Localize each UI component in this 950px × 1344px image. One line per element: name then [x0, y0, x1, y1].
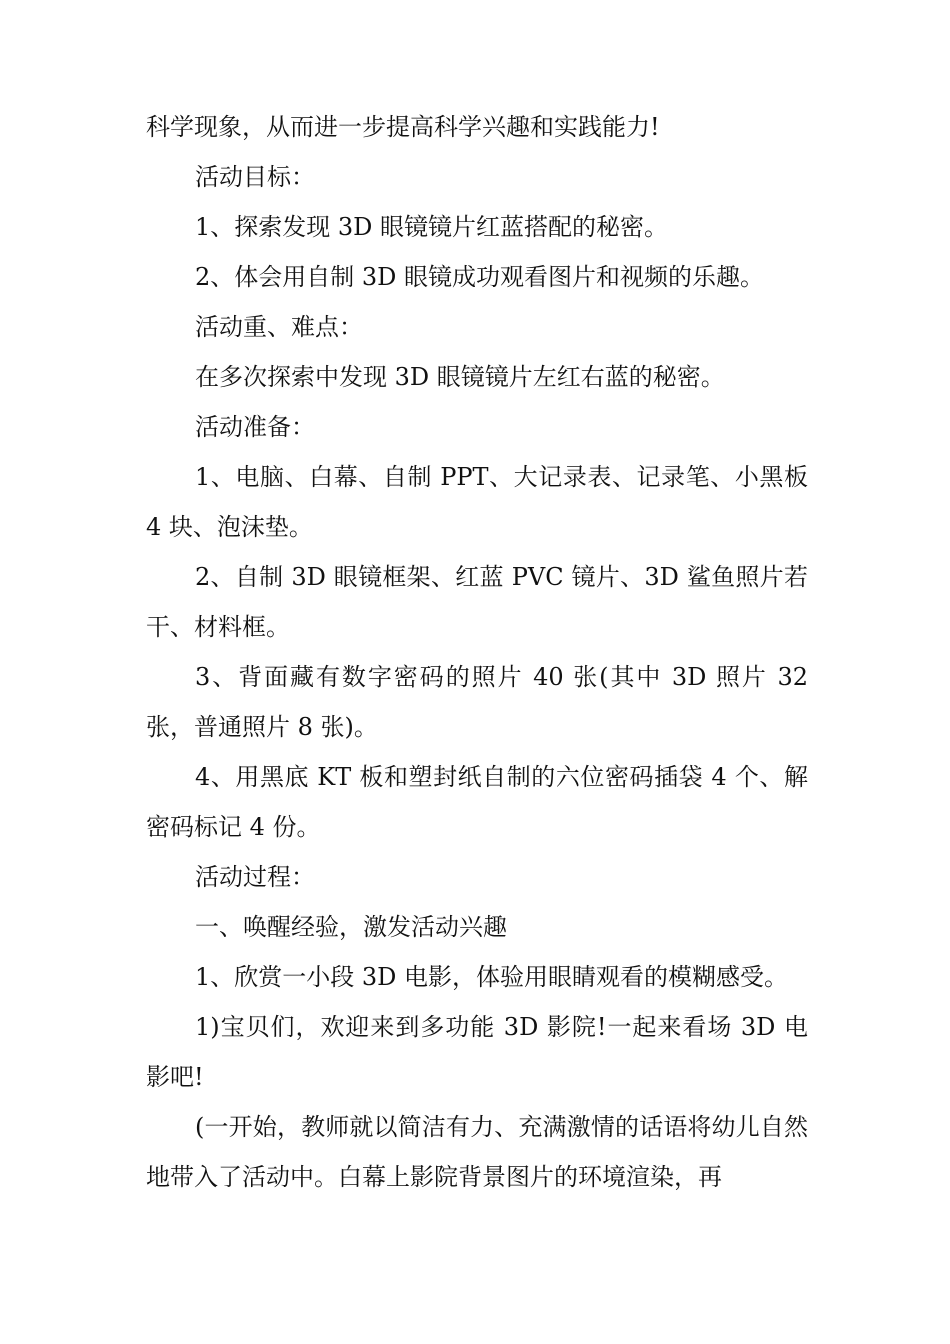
process-section-1: 一、唤醒经验，激发活动兴趣 — [195, 913, 507, 941]
paragraph-continuation: 科学现象，从而进一步提高科学兴趣和实践能力! — [146, 113, 660, 141]
preparation-item-1: 1、电脑、白幕、自制 PPT、大记录表、记录笔、小黑板 4 块、泡沫垫。 — [146, 463, 808, 541]
heading-key-difficult-points: 活动重、难点： — [195, 313, 363, 341]
key-point-text: 在多次探索中发现 3D 眼镜镜片左红右蓝的秘密。 — [195, 363, 725, 391]
preparation-item-2: 2、自制 3D 眼镜框架、红蓝 PVC 镜片、3D 鲨鱼照片若干、材料框。 — [146, 563, 808, 641]
preparation-item-4: 4、用黑底 KT 板和塑封纸自制的六位密码插袋 4 个、解密码标记 4 份。 — [146, 763, 808, 841]
goal-item-1: 1、探索发现 3D 眼镜镜片红蓝搭配的秘密。 — [195, 213, 669, 241]
heading-activity-goals: 活动目标： — [195, 163, 315, 191]
process-substep-1: 1)宝贝们，欢迎来到多功能 3D 影院!一起来看场 3D 电影吧! — [146, 1013, 808, 1091]
heading-activity-preparation: 活动准备： — [195, 413, 315, 441]
process-commentary: (一开始，教师就以简洁有力、充满激情的话语将幼儿自然地带入了活动中。白幕上影院背景图片的环境渲染，再 — [146, 1113, 808, 1191]
goal-item-2: 2、体会用自制 3D 眼镜成功观看图片和视频的乐趣。 — [195, 263, 765, 291]
document-body — [146, 102, 808, 1202]
preparation-item-3: 3、背面藏有数字密码的照片 40 张(其中 3D 照片 32 张，普通照片 8 张)。 — [146, 663, 808, 741]
process-step-1: 1、欣赏一小段 3D 电影，体验用眼睛观看的模糊感受。 — [195, 963, 789, 991]
heading-activity-process: 活动过程： — [195, 863, 315, 891]
